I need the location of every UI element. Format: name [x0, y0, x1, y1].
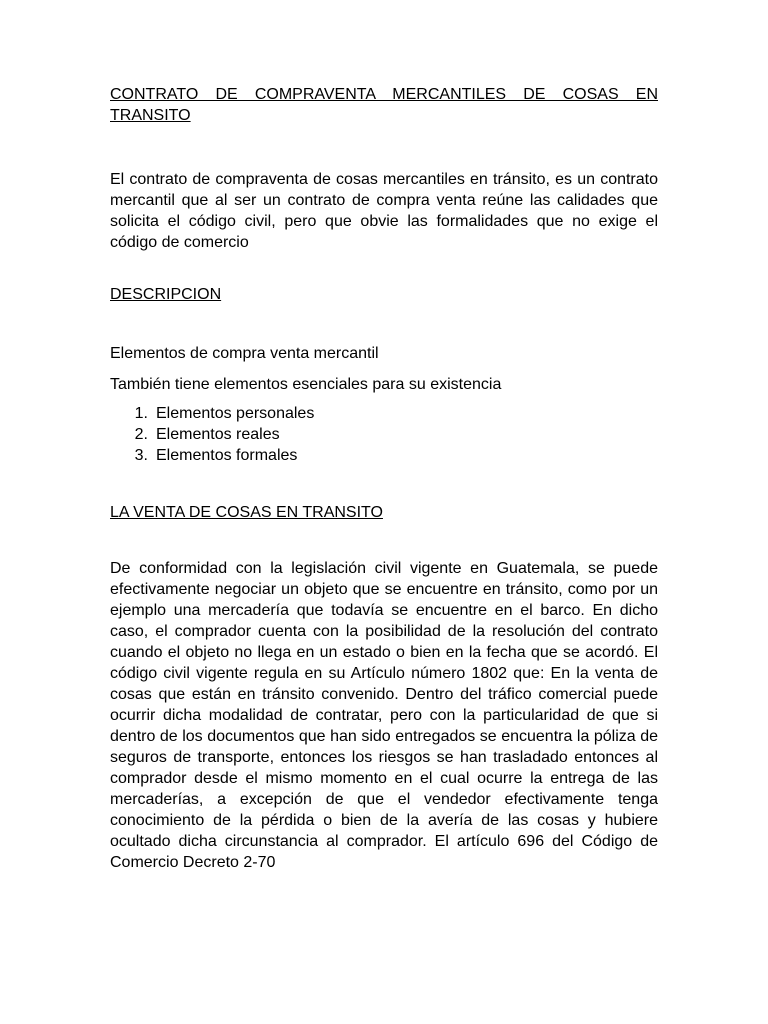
list-item-number: 2.: [134, 426, 148, 443]
heading-descripcion: DESCRIPCION: [110, 286, 222, 303]
heading-venta-transito: LA VENTA DE COSAS EN TRANSITO: [110, 504, 383, 521]
body-paragraph: De conformidad con la legislación civil vigente en Guatemala, se puede efectivamente negociar un objeto que se encuentre en tránsito, como por un ejemplo una mercadería que todavía se encuentre en el barco. En dicho caso, el comprador cuenta con la posibilidad de la resolución del contrato cuando el objeto no llega en un estado o bien en la fecha que se acordó. El código civil vigente regula en su Artículo número 1802 que: En la venta de cosas que están en tránsito convenido. Dentro del tráfico comercial puede ocurrir dicha modalidad de contratar, pero con la particularidad de que si dentro de los documentos que han sido entregados se encuentra la póliza de seguros de transporte, entonces los riesgos se han trasladado entonces al comprador desde el mismo momento en el cual ocurre la entrega de las mercaderías, a excepción de que el vendedor efectivamente tenga conocimiento de la pérdida o bien de la avería de las cosas y hubiere ocultado dicha circunstancia al comprador. El artículo 696 del Código de Comercio Decreto 2-70: [110, 560, 658, 871]
list-item: [110, 445, 658, 466]
list-item-text: Elementos formales: [156, 447, 298, 464]
list-item-text: Elementos personales: [156, 405, 315, 422]
list-item: [110, 403, 658, 424]
elements-list: [110, 403, 658, 466]
list-item-text: Elementos reales: [156, 426, 280, 443]
document-page: [110, 84, 658, 873]
list-item-number: 3.: [134, 447, 148, 464]
elements-subtitle: También tiene elementos esenciales para su existencia: [110, 376, 502, 393]
list-item-number: 1.: [134, 405, 148, 422]
elements-title: Elementos de compra venta mercantil: [110, 345, 379, 362]
document-title: CONTRATO DE COMPRAVENTA MERCANTILES DE COSAS EN TRANSITO: [110, 86, 658, 124]
intro-paragraph: El contrato de compraventa de cosas mercantiles en tránsito, es un contrato mercantil que al ser un contrato de compra venta reúne las calidades que solicita el código civil, pero que obvie las formalidades que no exige el código de comercio: [110, 171, 658, 251]
list-item: [110, 424, 658, 445]
